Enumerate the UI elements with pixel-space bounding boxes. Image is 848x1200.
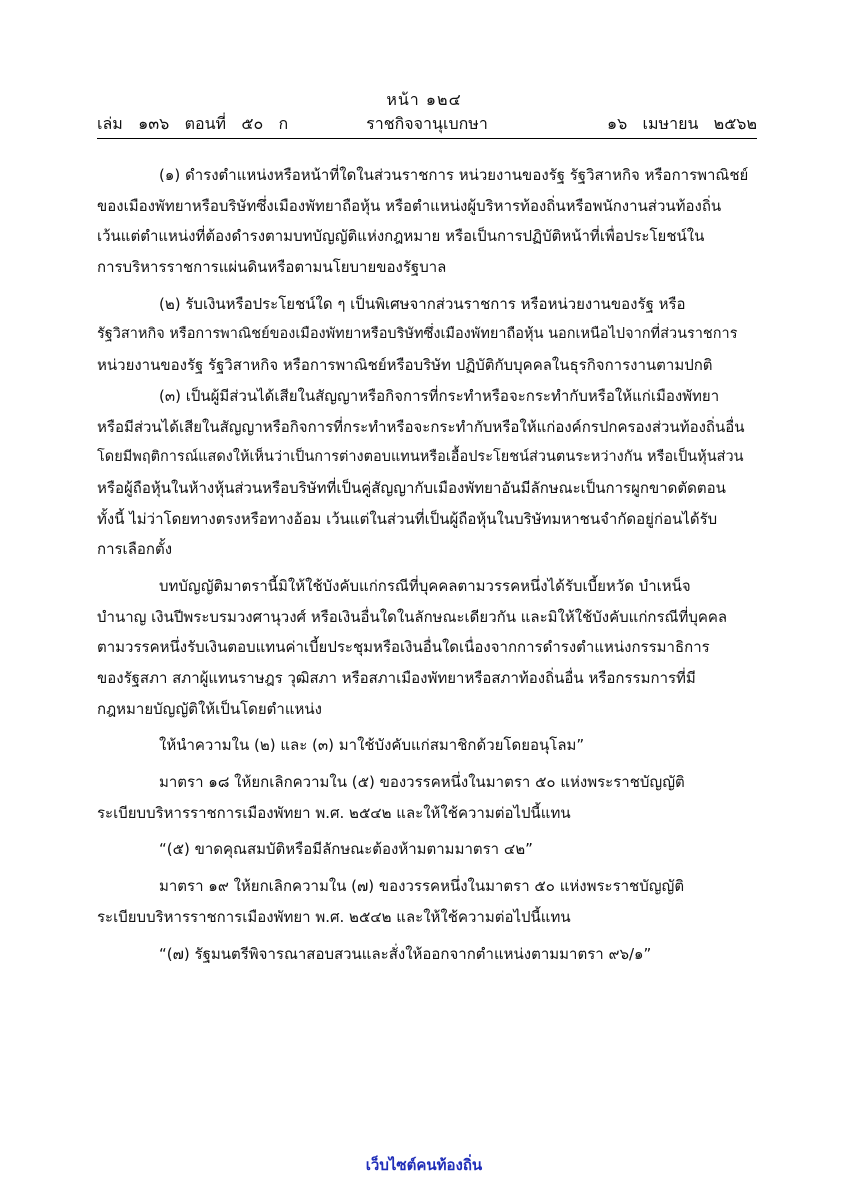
text-line: หรือผู้ถือหุ้นในห้างหุ้นส่วนหรือบริษัทที่เป็นคู่สัญญากับเมืองพัทยาอันมีลักษณะเป็นการผูกขาดตัดตอน [97,478,726,497]
volume-issue: เล่ม ๑๓๖ ตอนที่ ๕๐ ก [97,114,289,133]
text-line: มาตรา ๑๙ ให้ยกเลิกความใน (๗) ของวรรคหนึ่งในมาตรา ๕๐ แห่งพระราชบัญญัติ [159,877,685,896]
text-line: ตามวรรคหนึ่งรับเงินตอบแทนค่าเบี้ยประชุมหรือเงินอื่นใดเนื่องจากการดำรงตำแหน่งกรรมาธิการ [97,638,710,657]
text-line: มาตรา ๑๘ ให้ยกเลิกความใน (๕) ของวรรคหนึ่งในมาตรา ๕๐ แห่งพระราชบัญญัติ [159,773,685,792]
text-line: “(๕) ขาดคุณสมบัติหรือมีลักษณะต้องห้ามตามมาตรา ๔๒” [159,840,533,859]
text-line: หรือมีส่วนได้เสียในสัญญาหรือกิจการที่กระทำหรือจะกระทำกับหรือให้แก่องค์กรปกครองส่วนท้องถิ่นอื่น [97,417,745,436]
page-number: หน้า ๑๒๔ [386,90,462,109]
text-line: ระเบียบบริหารราชการเมืองพัทยา พ.ศ. ๒๕๔๒ และให้ใช้ความต่อไปนี้แทน [97,907,571,926]
text-line: (๓) เป็นผู้มีส่วนได้เสียในสัญญาหรือกิจการที่กระทำหรือจะกระทำกับหรือให้แก่เมืองพัทยา [159,386,720,405]
text-line: (๑) ดำรงตำแหน่งหรือหน้าที่ใดในส่วนราชการ หน่วยงานของรัฐ รัฐวิสาหกิจ หรือการพาณิชย์ [159,166,749,184]
text-line: เว้นแต่ตำแหน่งที่ต้องดำรงตามบทบัญญัติแห่งกฎหมาย หรือเป็นการปฏิบัติหน้าที่เพื่อประโยชน์ใน [97,227,705,246]
text-line: ระเบียบบริหารราชการเมืองพัทยา พ.ศ. ๒๕๔๒ และให้ใช้ความต่อไปนี้แทน [97,803,571,822]
text-line: ของเมืองพัทยาหรือบริษัทซึ่งเมืองพัทยาถือหุ้น หรือตำแหน่งผู้บริหารท้องถิ่นหรือพนักงานส่วนท้องถิ่น [97,196,722,215]
publication-title: ราชกิจจานุเบกษา [366,114,488,133]
text-line: โดยมีพฤติการณ์แสดงให้เห็นว่าเป็นการต่างตอบแทนหรือเอื้อประโยชน์ส่วนตนระหว่างกัน หรือเป็นหุ้นส่วน [97,449,744,466]
text-line: (๒) รับเงินหรือประโยชน์ใด ๆ เป็นพิเศษจากส่วนราชการ หรือหน่วยงานของรัฐ หรือ [159,294,686,313]
text-line: การบริหารราชการแผ่นดินหรือตามนโยบายของรัฐบาล [97,258,447,277]
gazette-header [97,112,757,136]
header-divider [97,138,757,139]
text-line: หน่วยงานของรัฐ รัฐวิสาหกิจ หรือการพาณิชย์หรือบริษัท ปฏิบัติกับบุคคลในธุรกิจการงานตามปกติ [97,356,713,375]
footer-website-link[interactable]: เว็บไซต์คนท้องถิ่น [365,1156,483,1174]
text-line: รัฐวิสาหกิจ หรือการพาณิชย์ของเมืองพัทยาหรือบริษัทซึ่งเมืองพัทยาถือหุ้น นอกเหนือไปจากที่ส่วนราชการ [97,326,738,343]
text-line: ให้นำความใน (๒) และ (๓) มาใช้บังคับแก่สมาชิกด้วยโดยอนุโลม” [159,736,585,755]
text-line: กฎหมายบัญญัติให้เป็นโดยตำแหน่ง [97,699,322,718]
text-line: บทบัญญัติมาตรานี้มิให้ใช้บังคับแก่กรณีที่บุคคลตามวรรคหนึ่งได้รับเบี้ยหวัด บำเหน็จ [159,576,691,595]
text-line: ของรัฐสภา สภาผู้แทนราษฎร วุฒิสภา หรือสภาเมืองพัทยาหรือสภาท้องถิ่นอื่น หรือกรรมการที่มี [97,669,696,687]
text-line: การเลือกตั้ง [97,540,173,559]
publication-date: ๑๖ เมษายน ๒๕๖๒ [606,114,757,133]
text-line: “(๗) รัฐมนตรีพิจารณาสอบสวนและสั่งให้ออกจากตำแหน่งตามมาตรา ๙๖/๑” [159,944,652,963]
document-body [97,160,757,969]
text-line: บำนาญ เงินปีพระบรมวงศานุวงศ์ หรือเงินอื่นใดในลักษณะเดียวกัน และมิให้ใช้บังคับแก่กรณีที่บุคคล [97,607,728,626]
text-line: ทั้งนี้ ไม่ว่าโดยทางตรงหรือทางอ้อม เว้นแต่ในส่วนที่เป็นผู้ถือหุ้นในบริษัทมหาชนจำกัดอยู่ก่อนได้รับ [97,509,718,528]
